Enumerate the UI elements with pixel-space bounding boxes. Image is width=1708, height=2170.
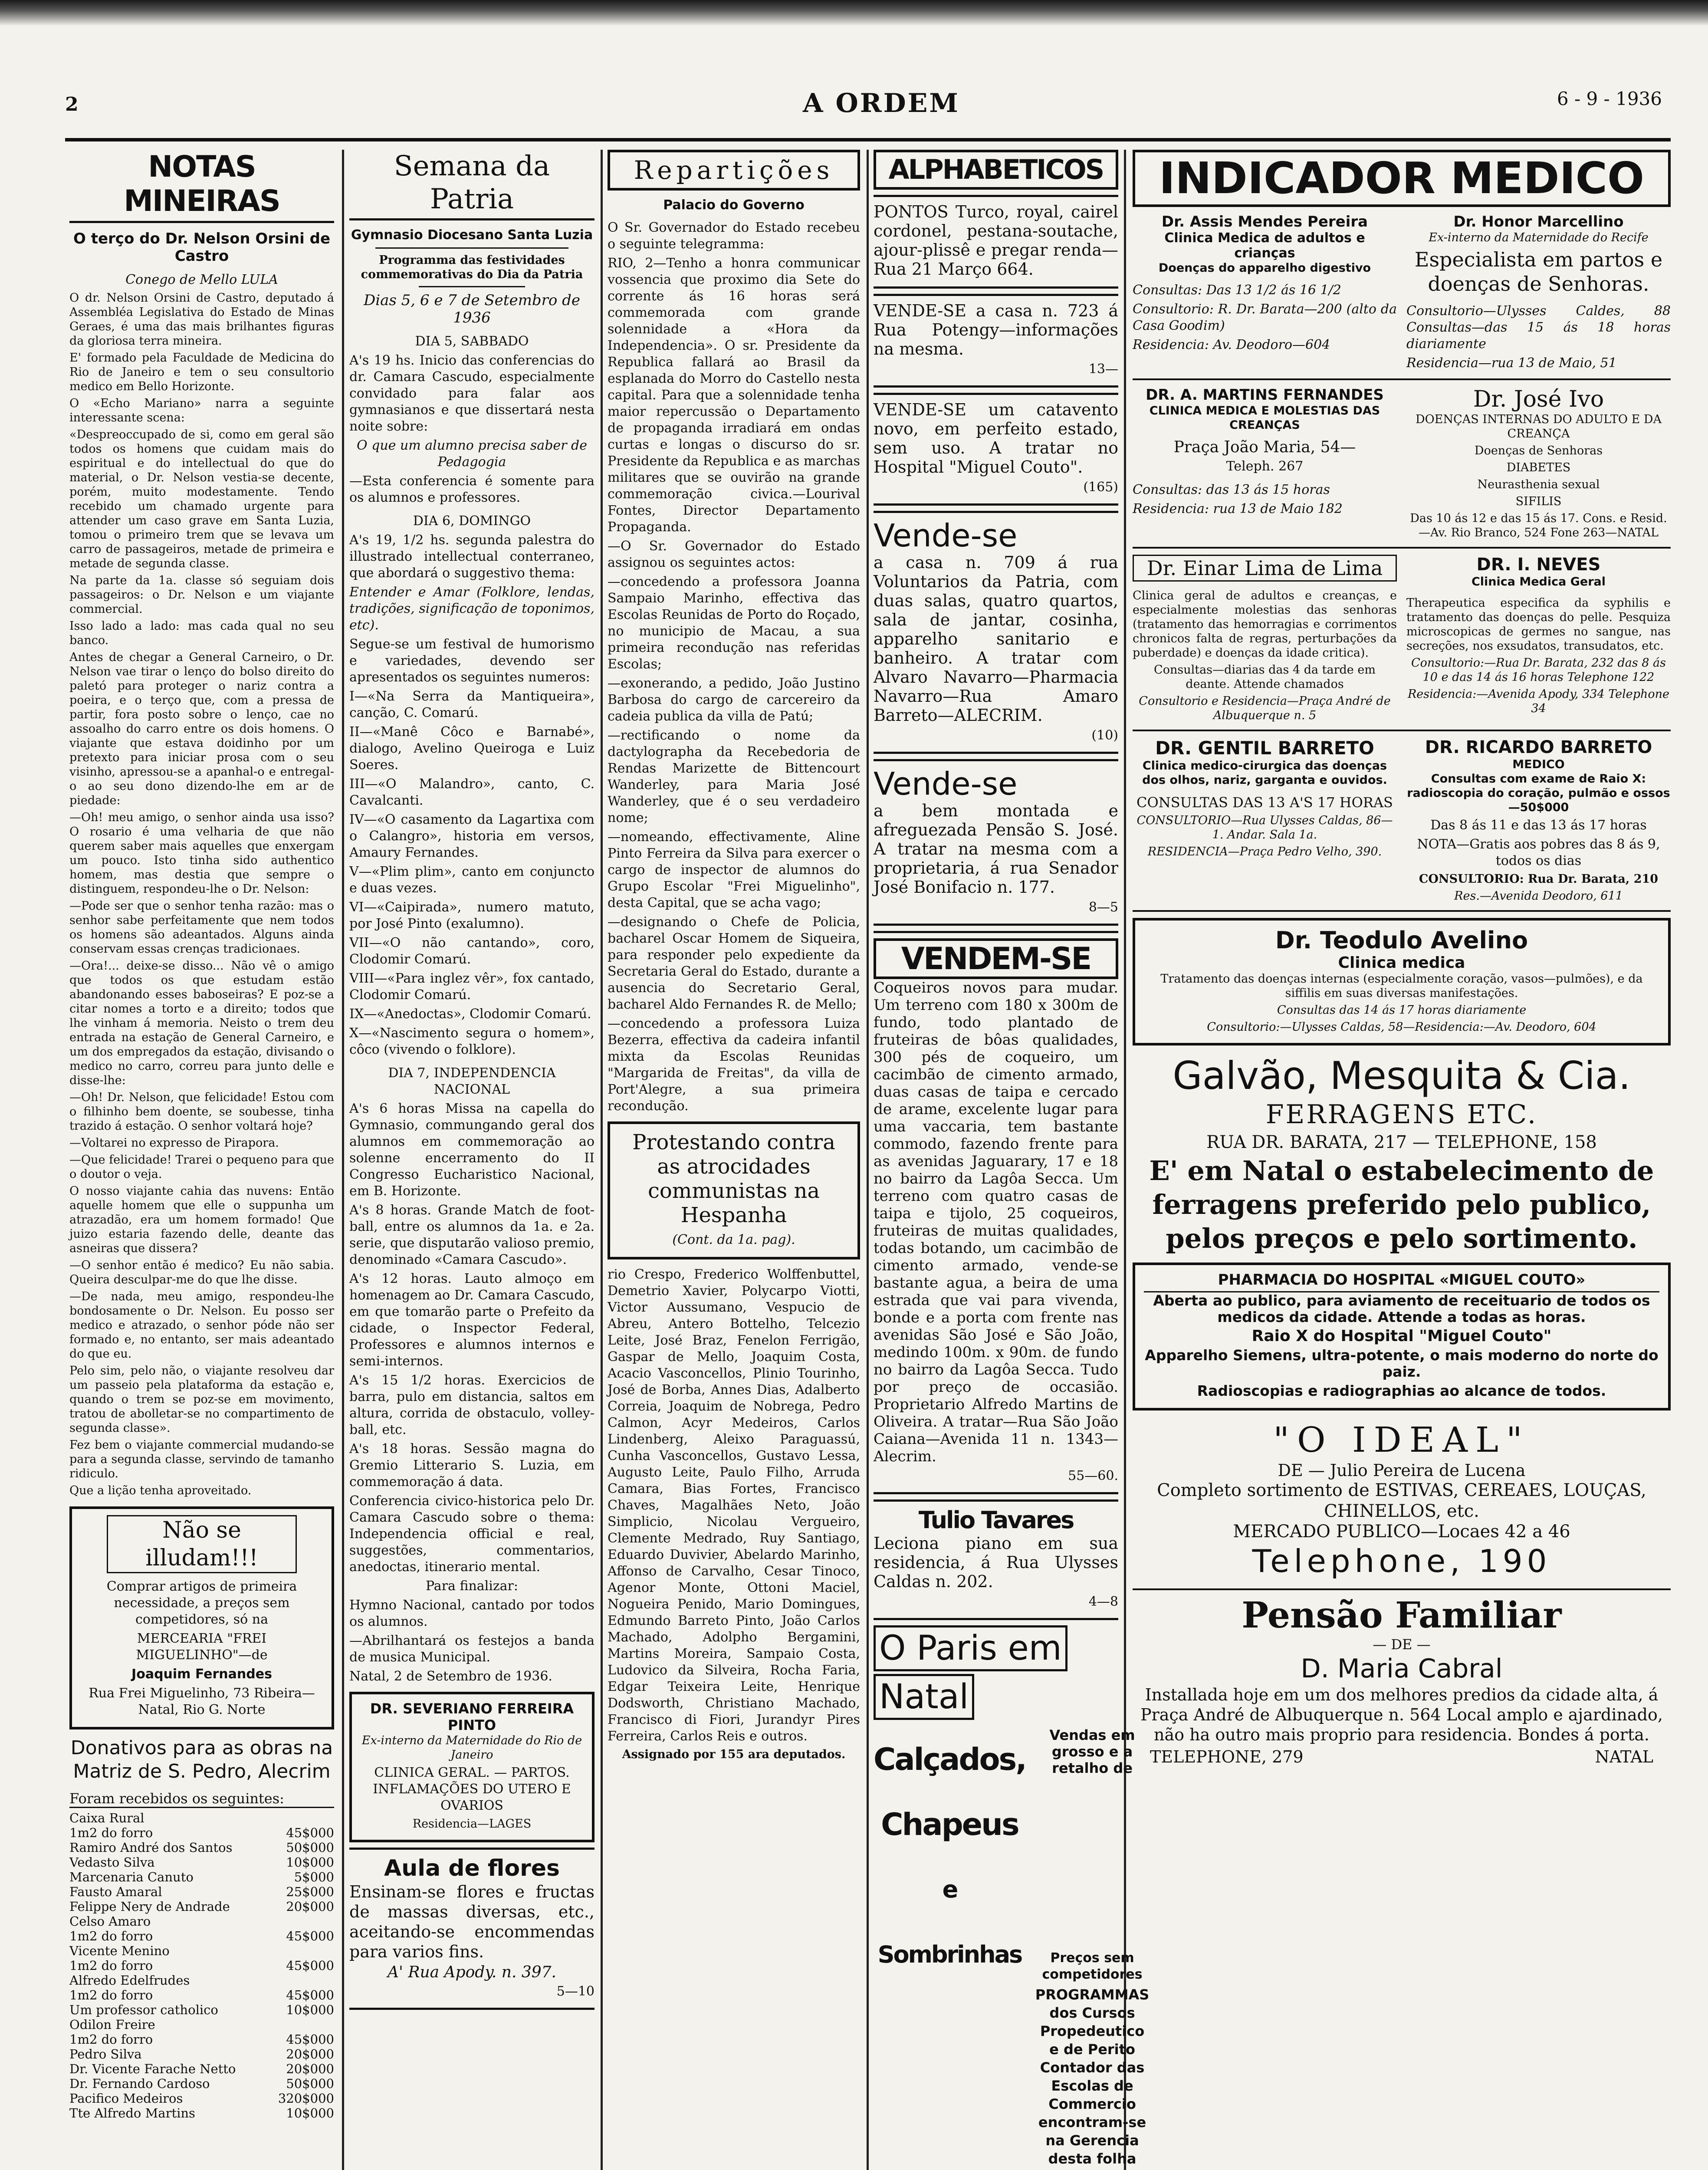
paris-product: e Sombrinhas [877, 1876, 1022, 1968]
donation-name: Tte Alfredo Martins [69, 2106, 195, 2121]
donation-amount [267, 1811, 334, 1825]
classified-ad [874, 1499, 1118, 1620]
donation-row [69, 1973, 334, 1988]
page-number: 2 [65, 93, 79, 115]
ad-text: Comprar artigos de primeira necessidade, a preços sem competidores, só na [106, 1579, 297, 1627]
doctor-line: DOENÇAS INTERNAS DO ADULTO E DA CREANÇA [1415, 413, 1662, 441]
masthead [65, 85, 1671, 137]
donation-name: Marcenaria Canuto [69, 1870, 194, 1884]
doctor-card-avelino [1133, 918, 1671, 1046]
ideal-line: MERCADO PUBLICO—Locaes 42 a 46 [1233, 1522, 1570, 1542]
newspaper-name: A ORDEM [803, 88, 960, 118]
doctor-line: Consultas—diarias das 4 da tarde em deante. Attende chamados [1154, 663, 1376, 691]
donation-amount: 45$000 [286, 1825, 334, 1840]
doctor-line: CLINICA MEDICA E MOLESTIAS DAS CREANÇAS [1149, 404, 1380, 432]
reparticoes-paragraph: —O Sr. Governador do Estado assignou os seguintes actos: [608, 539, 860, 570]
donation-name: Pacifico Medeiros [69, 2091, 183, 2106]
doctor-line: Doenças de Senhoras [1474, 444, 1603, 457]
donation-name: 1m2 do forro [69, 1929, 153, 1943]
doctor-line: Residencia: Av. Deodoro—604 [1133, 337, 1330, 352]
semana-subtitle: Gymnasio Diocesano Santa Luzia [351, 227, 593, 243]
programme-item: IX—«Anedoctas», Clodomir Comarú. [349, 1006, 591, 1022]
donation-row [69, 2106, 334, 2121]
notas-title: NOTAS MINEIRAS [69, 150, 334, 223]
donation-amount [267, 1914, 334, 1929]
donation-row [69, 2032, 334, 2047]
day-heading: DIA 7, INDEPENDENCIA NACIONAL [388, 1065, 556, 1097]
programme-item: A's 6 horas Missa na capella do Gymnasio, commungando geral dos alumnos em commemoração ao solenne encerramento do II Congresso Eucharistico Nacional, em B. Horizonte. [349, 1101, 595, 1199]
donation-row [69, 1840, 334, 1855]
doctor-line: Consultas: Das 13 1/2 ás 16 1/2 [1133, 283, 1341, 298]
pensao-owner: D. Maria Cabral [1301, 1654, 1503, 1684]
doctor-name: Dr. Einar Lima de Lima [1133, 555, 1397, 582]
notas-paragraph: Fez bem o viajante commercial mudando-se para a segunda classe, servindo de tamanho ridiculo. [69, 1438, 334, 1480]
donation-row [69, 2017, 334, 2032]
programme-item: A's 8 horas. Grande Match de foot-ball, entre os alumnos da 1a. e 2a. serie, que disputarão valioso premio, denominado «Camara Cascudo». [349, 1203, 595, 1267]
donation-row [69, 2076, 334, 2091]
notas-paragraph: —O senhor então é medico? Eu não sabia. Queira desculpar-me do que lhe disse. [69, 1259, 334, 1286]
programme-item: I—«Na Serra da Mantiqueira», canção, C. Comarú. [349, 689, 595, 720]
notas-paragraph: Pelo sim, pelo não, o viajante resolveu dar um passeio pela plataforma da estação e, quando o trem se poz-se em movimento, tratou de abolletar-se no compartimento de segunda classe». [69, 1364, 334, 1435]
notas-subtitle: O terço do Dr. Nelson Orsini de Castro [73, 230, 331, 265]
donation-amount: 10$000 [286, 2106, 334, 2121]
donation-name: 1m2 do forro [69, 1825, 153, 1840]
programme-item: IV—«O casamento da Lagartixa com o Calangro», historia em versos, Amaury Fernandes. [349, 812, 595, 860]
donation-name: Um professor catholico [69, 2002, 218, 2017]
doctor-line: Clinica medica [1338, 954, 1465, 972]
doctor-line: Res.—Avenida Deodoro, 611 [1454, 889, 1623, 903]
notas-paragraph: —Oh! meu amigo, o senhor ainda usa isso? O rosario é uma velharia de que não querem saber mais aquelles que enxergam um pouco. Isto tinha sido authentico homem, mas destia que sempre o distinguem, respondeu-lhe o Dr. Nelson: [69, 811, 334, 896]
donation-row [69, 2047, 334, 2062]
programme-item: V—«Plim plim», canto em conjuncto e duas vezes. [349, 864, 595, 896]
programme-item: VII—«O não cantando», coro, Clodomir Comarú. [349, 935, 595, 967]
paris-heading: O Paris em [874, 1625, 1068, 1671]
programme-item: Conferencia civico-historica pelo Dr. Camara Cascudo sobre o thema: Independencia official e real, suggestões, commentarios, anedoctas, itinerario mental. [349, 1493, 595, 1575]
paris-text: Preços sem competidores [1042, 1950, 1143, 1982]
classified-code: (10) [1091, 728, 1118, 743]
doctor-line: Consultas das 14 ás 17 horas diariamente [1277, 1003, 1527, 1017]
programme-item: A's 15 1/2 horas. Exercicios de barra, pulo em distancia, saltos em altura, corrida de obstaculo, volley-ball, etc. [349, 1373, 595, 1437]
semana-title: Semana da Patria [349, 150, 595, 220]
programme-item: O que um alumno precisa saber de Pedagogia [356, 438, 587, 470]
protesto-title: Protestando contra as atrocidades communistas na Hespanha [632, 1130, 835, 1227]
notas-paragraph: —Oh! Dr. Nelson, que felicidade! Estou com o filhinho bem doente, se soubesse, tinha trazido á estação. O senhor voltará hoje? [69, 1091, 334, 1133]
notas-paragraph: Na parte da 1a. classe só seguiam dois passageiros: o Dr. Nelson e um viajante commercial. [69, 574, 334, 616]
pensao-city: NATAL [1595, 1747, 1653, 1766]
doctor-line: NOTA—Gratis aos pobres das 8 ás 9, todos os dias [1417, 837, 1660, 868]
reparticoes-paragraph: —concedendo a professora Luiza Bezerra, effectiva da cadeira infantil mixta da Escolas Reunidas "Margarida de Freitas", da villa de Port'Alegre, a sua primeira recondução. [608, 1016, 860, 1114]
semana-programme: Programma das festividades commemorativas do Dia da Patria [361, 253, 583, 281]
pensao-title: Pensão Familiar [1242, 1595, 1562, 1636]
day-heading: DIA 5, SABBADO [415, 334, 529, 349]
donation-amount: 50$000 [286, 1840, 334, 1855]
donation-row [69, 1899, 334, 1914]
donation-row [69, 1914, 334, 1929]
programme-item: A's 12 horas. Lauto almoço em homenagem ao Dr. Camara Cascudo, em que tomarão parte o Prefeito da cidade, o Inspector Federal, Professores e alumnos internos e semi-internos. [349, 1271, 595, 1369]
paris-product: Chapeus [881, 1807, 1018, 1842]
issue-date: 6 - 9 - 1936 [1557, 88, 1662, 109]
donation-amount: 45$000 [286, 1929, 334, 1943]
alphabeticos-title: ALPHABETICOS [874, 150, 1118, 190]
donation-amount: 10$000 [286, 1855, 334, 1870]
ad-doctor-line: Residencia—LAGES [412, 1817, 532, 1831]
donation-amount: 10$000 [286, 2002, 334, 2017]
classified-heading: Tulio Tavares [918, 1506, 1074, 1534]
notas-paragraph: E' formado pela Faculdade de Medicina do Rio de Janeiro e tem o seu consultorio medico em Bello Horizonte. [69, 351, 334, 393]
classified-code: 13— [1088, 362, 1118, 377]
doctor-line: Residencia: rua 13 de Maio 182 [1133, 501, 1343, 516]
donation-row [69, 1988, 334, 2002]
doctor-line: Consultorio—Ulysses Caldes, 88 Consultas—das 15 ás 18 horas diariamente [1406, 303, 1671, 352]
doctor-line: Neurasthenia sexual [1477, 478, 1600, 491]
notas-paragraph: O dr. Nelson Orsini de Castro, deputado á Assembléa Legislativa do Estado de Minas Geraes, é uma das mais brilhantes figuras da gloriosa terra mineira. [69, 291, 334, 348]
ad-nao-se-illudam [69, 1506, 334, 1729]
doctor-line: Consultorio:—Rua Dr. Barata, 232 das 8 ás 10 e das 14 ás 16 horas Telephone 122 [1411, 656, 1666, 684]
pharmacia-line: Raio X do Hospital "Miguel Couto" [1251, 1327, 1552, 1345]
doctor-line: Teleph. 267 [1226, 459, 1304, 474]
classified-ad [874, 393, 1118, 506]
donativos-title: Donativos para as obras na Matriz de S. Pedro, Alecrim [70, 1737, 333, 1782]
ad-pharmacia-hospital [1133, 1263, 1671, 1410]
donation-name: Dr. Fernando Cardoso [69, 2076, 210, 2091]
donation-amount [267, 2017, 334, 2032]
doctor-line: Tratamento das doenças internas (especialmente coração, vasos—pulmões), e da siffilis em suas diversas manifestações. [1160, 972, 1643, 1000]
ideal-title: "O IDEAL" [1273, 1420, 1530, 1460]
doctor-name: Dr. José Ivo [1473, 386, 1604, 412]
column-rule [867, 150, 869, 2170]
donation-row [69, 1884, 334, 1899]
ad-galvao-mesquita [1133, 1053, 1671, 1256]
donation-name: Pedro Silva [69, 2047, 142, 2062]
donation-name: 1m2 do forro [69, 2032, 153, 2047]
ad-flores-text: Ensinam-se flores e fructas de massas diversas, etc., aceitando-se encommendas para varios fins. [349, 1882, 595, 1961]
ad-doctor-name: DR. SEVERIANO FERREIRA PINTO [370, 1700, 574, 1733]
doctor-name: DR. A. MARTINS FERNANDES [1146, 386, 1384, 404]
classified-code: 8—5 [1088, 900, 1118, 915]
donation-name: Felippe Nery de Andrade [69, 1899, 230, 1914]
ad-aula-flores [349, 1848, 595, 2010]
programme-item: Para finalizar: [425, 1578, 519, 1594]
column-semana-patria [349, 150, 595, 2170]
pensao-phone: TELEPHONE, 279 [1150, 1747, 1304, 1766]
doctor-line: Praça João Maria, 54— [1173, 438, 1356, 456]
paris-text: PROGRAMMAS dos Cursos Propedeutico e de Perito Contador das Escolas de Commercio encontram-se na Gerencia desta folha [1035, 1986, 1150, 2167]
paris-heading: Natal [874, 1674, 974, 1720]
notas-paragraph: Isso lado a lado: mas cada qual no seu banco. [69, 619, 334, 647]
doctor-card [1406, 737, 1671, 906]
doctor-line: RESIDENCIA—Praça Pedro Velho, 390. [1147, 845, 1382, 858]
protesto-names: rio Crespo, Frederico Wolffenbuttel, Demetrio Xavier, Polycarpo Viotti, Victor Aussumano, Vespucio de Abreu, Antero Bottelho, Telcezio Leite, José Braz, Fenelon Ferrigão, Gaspar de Mello, Joaquim Costa, Acacio Vasconcellos, Plinio Tourinho, José de Borba, Annes Dias, Adalberto Correia, Joaquim de Nobrega, Pedro Calmon, Acyr Medeiros, Carlos Lindenberg, Aleixo Paraguassú, Cunha Vasconcellos, Gustavo Lessa, Augusto Leite, Paulo Filho, Arruda Camara, Bias Fortes, Francisco Chaves, Magalhães Neto, João Simplicio, Nicolau Vergueiro, Clemente Medrado, Ruy Santiago, Eduardo Duvivier, Abelardo Marinho, Affonso de Carvalho, Cesar Tinoco, Agenor Monte, Ottoni Maciel, Nogueira Penido, Mario Domingues, Edmundo Barreto Pinto, João Carlos Machado, Adolpho Bergamini, Martins Moreira, Sampaio Costa, Ludovico da Silveira, Rocha Faria, Edgar Teixeira Leite, Henrique Dodsworth, Christiano Machado, Francisco di Fiori, Jurandyr Pires Ferreira, Carlos Reis e outros. [608, 1267, 860, 1744]
doctor-name: Dr. Assis Mendes Pereira [1161, 213, 1368, 230]
reparticoes-paragraph: RIO, 2—Tenho a honra communicar vossencia que proximo dia Sete do corrente ás 16 horas será commemorada com grande solennidade a «Hora da Independencia». O sr. Presidente da Republica fallará ao Brasil da esplanada do Morro do Castello nesta capital. Para que a solennidade tenha maior repercussão o Departamento de propaganda irradiará em ondas curtas e longas o discurso do sr. Presidente da Republica e as marchas militares que se ouvirão na grande commemoração civica.—Lourival Fontes, Director Departamento Propaganda. [608, 256, 860, 535]
doctor-name: DR. GENTIL BARRETO [1155, 737, 1374, 759]
doctor-line: Especialista em partos e doenças de Senhoras. [1414, 248, 1663, 296]
reparticoes-paragraph: —nomeando, effectivamente, Aline Pinto Ferreira da Silva para exercer o cargo de inspector de alumnos do Grupo Escolar "Frei Miguelinho", desta Capital, que se acha vago; [608, 829, 860, 911]
donation-row [69, 1825, 334, 1840]
ad-doctor-line: Ex-interno da Maternidade do Rio de Janeiro [361, 1734, 582, 1762]
classified-heading: Vende-se [874, 766, 1018, 802]
classified-heading: Vende-se [874, 517, 1018, 554]
notas-paragraph: «Despreoccupado de si, como em geral são todos os homens que cuidam mais do espiritual e do intellectual do que do material, o Dr. Nelson vestia-se decente, porém, muito modestamente. Tendo recebido um chamado urgente para attender um caso grave em Santa Luzia, tomou o primeiro trem que se levava um carro de passageiros, metade de primeira e metade de segunda classe. [69, 428, 334, 570]
ad-flores-code: 5—10 [556, 1984, 595, 1999]
donation-amount: 5$000 [294, 1870, 334, 1884]
donation-row [69, 1855, 334, 1870]
reparticoes-paragraph: —exonerando, a pedido, João Justino Barbosa do cargo de carcereiro da cadeia publica da villa de Patú; [608, 676, 860, 724]
donation-name: 1m2 do forro [69, 1988, 153, 2002]
semana-dates: Dias 5, 6 e 7 de Setembro de 1936 [363, 292, 581, 326]
donation-name: 1m2 do forro [69, 1958, 153, 1973]
donation-name: Dr. Vicente Farache Netto [69, 2062, 236, 2076]
reparticoes-subtitle: Palacio do Governo [663, 197, 805, 213]
donation-amount: 50$000 [286, 2076, 334, 2091]
doctor-line: CONSULTORIO: Rua Dr. Barata, 210 [1419, 872, 1659, 886]
donation-amount: 20$000 [286, 2062, 334, 2076]
doctor-line: Residencia:—Avenida Apody, 334 Telephone 34 [1407, 687, 1670, 715]
column-alphabeticos [874, 150, 1150, 2170]
doctor-name: DR. RICARDO BARRETO [1425, 737, 1652, 757]
doctor-line: CONSULTAS DAS 13 A'S 17 HORAS [1136, 794, 1393, 811]
programme-item: VIII—«Para inglez vêr», fox cantado, Clodomir Comarú. [349, 971, 595, 1003]
classified-ad [874, 511, 1118, 754]
doctor-line: Consultorio e Residencia—Praça André de Albuquerque n. 5 [1139, 694, 1391, 722]
doctor-line: Clinica geral de adultos e creanças, e especialmente molestias das senhoras (tratamento das hemorragias e corrimentos chronicos falta de regras, perturbações da puberdade) e doenças da idade critica). [1133, 589, 1397, 660]
classified-text: a bem montada e afreguezada Pensão S. José. A tratar na mesma com a proprietaria, á rua Senador José Bonifacio n. 177. [874, 801, 1118, 897]
classified-code: 4—8 [1088, 1594, 1118, 1609]
donation-name: Celso Amaro [69, 1914, 151, 1929]
notas-paragraph: —De nada, meu amigo, respondeu-lhe bondosamente o Dr. Nelson. Eu posso ser medico e atrazado, o senhor póde não ser formado e, no entanto, ser mais adeantado do que eu. [69, 1290, 334, 1361]
galvao-name: Galvão, Mesquita & Cia. [1173, 1053, 1631, 1098]
classified-ad [874, 931, 1118, 1494]
doctor-line: Therapeutica especifica da syphilis e tratamento das doenças do pelle. Pesquiza microscopicas de germes no sangue, nas secreções, nos exsudatos, transudatos, etc. [1406, 596, 1671, 653]
classified-ad [874, 294, 1118, 388]
doctor-line: Das 10 ás 12 e das 15 ás 17. Cons. e Resid.—Av. Rio Branco, 524 Fone 263—NATAL [1410, 512, 1667, 539]
doctor-line: Doenças do apparelho digestivo [1158, 261, 1371, 275]
donation-row [69, 2002, 334, 2017]
ideal-line: DE — Julio Pereira de Lucena [1278, 1461, 1526, 1480]
ad-dr-severiano [349, 1692, 595, 1842]
donativos-intro: Foram recebidos os seguintes: [69, 1790, 334, 1808]
galvao-line: FERRAGENS ETC. [1265, 1099, 1538, 1130]
doctor-card [1133, 386, 1397, 542]
galvao-line: RUA DR. BARATA, 217 — TELEPHONE, 158 [1206, 1132, 1597, 1152]
programme-item: A's 19, 1/2 hs. segunda palestra do illustrado intellectual conterraneo, que abordará o suggestivo thema: [349, 533, 595, 581]
programme-item: X—«Nascimento segura o homem», côco (vivendo o folklore). [349, 1026, 595, 1057]
doctor-line: Consultorio: R. Dr. Barata—200 (alto da Casa Goodim) [1133, 302, 1397, 333]
galvao-slogan: E' em Natal o estabelecimento de ferragens preferido pelo publico, pelos preços e pelo sortimento. [1149, 1155, 1654, 1254]
closing-date: Natal, 2 de Setembro de 1936. [349, 1669, 552, 1684]
ad-shop: MERCEARIA "FREI MIGUELINHO"—de [136, 1631, 268, 1663]
programme-item: A's 19 hs. Inicio das conferencias do dr. Camara Cascudo, especialmente convidado para falar aos gymnasianos e que dissertará nesta noite sobre: [349, 353, 595, 434]
programme-item: VI—«Caipirada», numero matuto, por José Pinto (exalumno). [349, 900, 595, 931]
masthead-rule [65, 138, 1671, 141]
classified-text: PONTOS Turco, royal, cairel cordonel, pestana-soutache, ajour-plissê e pregar renda—Rua 21 Março 664. [874, 202, 1118, 279]
classified-text: Coqueiros novos para mudar. Um terreno com 180 x 300m de fundo, todo plantado de fruteiras de bôas qualidades, 300 pés de coqueiro, um cacimbão de cimento armado, duas casas de taipa e cercado de arame, excelente lugar para uma vaccaria, tem bastante commodo, fazendo frente para as avenidas Jaguarary, 17 e 18 no bairro da Lagôa Secca. Um terreno com quatro casas de taipa e tijolo, 25 coqueiros, fruteiras de muitas qualidades, todas botando, um cacimbão de cimento armado, vende-se bastante agua, a beira de uma estrada que vai para vivenda, bonde e a porta com frente nas avenidas São José e São João, medindo 100m. x 90m. de fundo no bairro da Lagôa Secca. Tudo por preço de occasião. Proprietario Alfredo Martins de Oliveira. A tratar—Rua São João Caiana—Avenida 11 n. 1343—Alecrim. [874, 979, 1118, 1465]
ad-flores-address: A' Rua Apody. n. 397. [388, 1963, 556, 1981]
column-rule [601, 150, 603, 2170]
donation-name: Caixa Rural [69, 1811, 145, 1825]
programme-item: III—«O Malandro», canto, C. Cavalcanti. [349, 776, 595, 808]
doctor-name: DR. I. NEVES [1476, 555, 1601, 575]
classified-ad [874, 195, 1118, 289]
donation-row [69, 2062, 334, 2076]
ad-pensao-familiar [1133, 1588, 1671, 1766]
notas-paragraph: —Pode ser que o senhor tenha razão: mas o senhor sabe perfeitamente que nem todos os homens são adeantados. Alguns ainda conservam essas crenças tradicionaes. [69, 899, 334, 956]
reparticoes-paragraph: —concedendo a professora Joanna Sampaio Marinho, effectiva das Escolas Reunidas de Porto do Roçado, no municipio de Macau, a sua primeira recondução nas referidas Escolas; [608, 574, 860, 672]
indicador-title: INDICADOR MEDICO [1133, 150, 1671, 207]
doctor-line: CONSULTORIO—Rua Ulysses Caldas, 86—1. Andar. Sala 1a. [1136, 814, 1393, 842]
column-reparticoes [608, 150, 860, 2170]
donation-row [69, 1929, 334, 1943]
ad-flores-title: Aula de flores [384, 1855, 560, 1881]
doctor-card [1133, 555, 1397, 725]
doctor-line: Clinica Medica de adultos e crianças [1164, 230, 1365, 261]
ad-doctor-line: CLINICA GERAL. — PARTOS. INFLAMAÇÕES DO UTERO E OVARIOS [373, 1765, 571, 1813]
doctor-line: Ex-interno da Maternidade do Recife [1429, 231, 1649, 244]
donation-name: Vedasto Silva [69, 1855, 155, 1870]
doctor-line: MEDICO [1512, 758, 1565, 771]
paris-text: Vendas em grosso e a retalho de [1049, 1727, 1135, 1776]
protesto-subtitle: (Cont. da 1a. pag). [672, 1232, 795, 1247]
paris-product: Calçados, [874, 1742, 1026, 1777]
classified-text: a casa n. 709 á rua Voluntarios da Patria, com duas salas, quatro quartos, sala de jantar, cosinha, apparelho sanitario e banheiro. A tratar com Alvaro Navarro—Pharmacia Navarro—Rua Amaro Barreto—ALECRIM. [874, 553, 1118, 725]
donation-row [69, 1943, 334, 1958]
notas-paragraph: —Que felicidade! Trarei o pequeno para que o doutor o veja. [69, 1153, 334, 1181]
doctor-line: Clinica Medica Geral [1471, 575, 1606, 589]
donation-amount: 45$000 [286, 1988, 334, 2002]
donation-name: Alfredo Edelfrudes [69, 1973, 190, 1988]
doctor-name: Dr. Honor Marcellino [1453, 213, 1624, 230]
donation-row [69, 1811, 334, 1825]
donation-name: Fausto Amaral [69, 1884, 162, 1899]
notas-paragraph: —Ora!... deixe-se disso... Não vê o amigo que todos os que estudam estão abandonando esses baboseiras? E poz-se a citar nomes a torto e a direito; todos que lhe vinham á memoria. Neisto o trem deu entrada na estação de General Carneiro, e um dos empregados da estação, divisando o medico no carro, correu para junto delle e disse-lhe: [69, 959, 334, 1087]
programme-item: —Abrilhantará os festejos a banda de musica Municipal. [349, 1633, 595, 1665]
pharmacia-line: Radioscopias e radiographias ao alcance de todos. [1197, 1382, 1606, 1399]
ad-title: Não se illudam!!! [107, 1515, 297, 1573]
donation-name: Ramiro André dos Santos [69, 1840, 233, 1855]
programme-item: Entender e Amar (Folklore, lendas, tradições, significação de toponimos, etc). [349, 585, 595, 633]
reparticoes-paragraph: —rectificando o nome da dactylographa da Recebedoria de Rendas Marizette de Bittencourt Wanderley, para Maria José Wanderley, que é o seu verdadeiro nome; [608, 728, 860, 825]
notas-paragraph: O nosso viajante cahia das nuvens: Então aquelle homem que elle o suppunha um atrazadão, era um homem formado! Que juizo estaria fazendo delle, deante das asneiras que dissera? [69, 1184, 334, 1255]
reparticoes-paragraph: —designando o Chefe de Policia, bacharel Oscar Homem de Siqueira, para responder pelo expediente da Secretaria Geral do Estado, durante a ausencia do Secretario Geral, bacharel Aldo Fernandes R. de Mello; [608, 914, 860, 1012]
programme-item: II—«Manê Côco e Barnabé», dialogo, Avelino Queiroga e Luiz Soeres. [349, 724, 595, 773]
doctor-card [1406, 386, 1671, 542]
doctor-line: SIFILIS [1515, 495, 1562, 508]
doctor-line: Das 8 ás 11 e das 13 ás 17 horas [1430, 818, 1647, 833]
column-notas-mineiras [69, 150, 334, 2170]
pharmacia-line: Apparelho Siemens, ultra-potente, o mais moderno do norte do paiz. [1145, 1347, 1659, 1380]
ad-o-ideal [1133, 1419, 1671, 1581]
donation-name: Vicente Menino [69, 1943, 170, 1958]
donation-amount: 45$000 [286, 2032, 334, 2047]
doctor-name: Dr. Teodulo Avelino [1275, 927, 1528, 954]
programme-item: Hymno Nacional, cantado por todos os alumnos. [349, 1598, 595, 1629]
pensao-line: — DE — [1373, 1636, 1431, 1653]
donation-row [69, 1870, 334, 1884]
doctor-card [1133, 213, 1397, 374]
doctor-line: Consultas: das 13 ás 15 horas [1133, 482, 1330, 497]
donation-amount: 25$000 [286, 1884, 334, 1899]
doctor-line: Residencia—rua 13 de Maio, 51 [1406, 355, 1617, 371]
doctor-card [1406, 555, 1671, 725]
pharmacia-line: Aberta ao publico, para aviamento de receituario de todos os medicos da cidade. Attende a todas as horas. [1153, 1292, 1650, 1325]
doctor-card [1133, 737, 1397, 906]
doctor-line: Clinica medico-cirurgica das doenças dos olhos, nariz, garganta e ouvidos. [1142, 759, 1387, 787]
donation-amount: 20$000 [286, 1899, 334, 1914]
column-indicador-medico [1133, 150, 1671, 2170]
programme-item: —Esta conferencia é somente para os alumnos e professores. [349, 473, 595, 505]
classified-text: VENDE-SE um catavento novo, em perfeito estado, sem uso. A tratar no Hospital "Miguel Couto". [874, 400, 1118, 477]
reparticoes-paragraph: O Sr. Governador do Estado recebeu o seguinte telegramma: [608, 220, 860, 252]
notas-byline: Conego de Mello LULA [125, 272, 278, 287]
donation-amount [267, 1973, 334, 1988]
classified-code: (165) [1083, 480, 1118, 495]
ad-owner: Joaquim Fernandes [131, 1667, 272, 1682]
notas-paragraph: Antes de chegar a General Carneiro, o Dr. Nelson vae tirar o lenço do bolso direito do paletó para proteger o nariz contra a poeira, e o terço que, com a pressa de partir, fora posto sobre o lenço, cae no assoalho do carro entre os dois homens. O viajante que estava doidinho por um pretexto para iniciar prosa com o seu visinho, apressou-se a apanhal-o e entregal-o ao seu dono dizendo-lhe em ar de piedade: [69, 651, 334, 807]
protesto-signature: Assignado por 155 ara deputados. [622, 1748, 846, 1761]
donation-name: Odilon Freire [69, 2017, 155, 2032]
pensao-text: Installada hoje em um dos melhores predios da cidade alta, á Praça André de Albuquerque n. 564 Local amplo e ajardinado, não ha outro mais proprio para residencia. Bondes á porta. [1140, 1685, 1663, 1744]
notas-paragraph: —Voltarei no expresso de Pirapora. [69, 1136, 279, 1150]
classified-ad [874, 759, 1118, 926]
doctor-line: Consultorio:—Ulysses Caldas, 58—Residencia:—Av. Deodoro, 604 [1207, 1020, 1596, 1034]
donation-row [69, 2091, 334, 2106]
ad-address: Rua Frei Miguelinho, 73 Ribeira—Natal, Rio G. Norte [89, 1686, 315, 1717]
donation-amount: 45$000 [286, 1958, 334, 1973]
reparticoes-title: Repartições [608, 150, 860, 191]
classified-code: 55—60. [1068, 1468, 1118, 1483]
ideal-phone: Telephone, 190 [1252, 1543, 1551, 1579]
doctor-line: DIABETES [1506, 461, 1571, 474]
notas-paragraph: Que a lição tenha aproveitado. [69, 1484, 252, 1497]
pharmacia-title: PHARMACIA DO HOSPITAL «MIGUEL COUTO» [1144, 1271, 1659, 1292]
classified-text: Leciona piano em sua residencia, á Rua Ulysses Caldas n. 202. [874, 1534, 1118, 1591]
notas-paragraph: O «Echo Mariano» narra a seguinte interessante scena: [69, 397, 334, 424]
programme-item: Segue-se um festival de humorismo e variedades, devendo ser apresentados os seguintes numeros: [349, 637, 595, 685]
donation-amount: 20$000 [286, 2047, 334, 2062]
column-rule [342, 150, 344, 2170]
donations-table [69, 1811, 334, 2121]
classified-heading: VENDEM-SE [874, 938, 1118, 979]
programme-item: A's 18 horas. Sessão magna do Gremio Litterario S. Luzia, em commemoração á data. [349, 1441, 595, 1489]
day-heading: DIA 6, DOMINGO [413, 513, 531, 529]
ideal-line: Completo sortimento de ESTIVAS, CEREAES, LOUÇAS, CHINELLOS, etc. [1157, 1480, 1646, 1521]
donation-row [69, 1958, 334, 1973]
scan-edge [0, 0, 1708, 26]
protesto-box [608, 1121, 860, 1259]
ad-paris-em-natal [874, 1625, 1150, 2170]
doctor-line: Consultas com exame de Raio X: radioscopia do coração, pulmão e ossos—50$000 [1407, 772, 1670, 814]
classified-text: VENDE-SE a casa n. 723 á Rua Potengy—informações na mesma. [874, 301, 1118, 358]
doctor-card [1406, 213, 1671, 374]
donation-amount [267, 1943, 334, 1958]
donation-amount: 320$000 [278, 2091, 334, 2106]
